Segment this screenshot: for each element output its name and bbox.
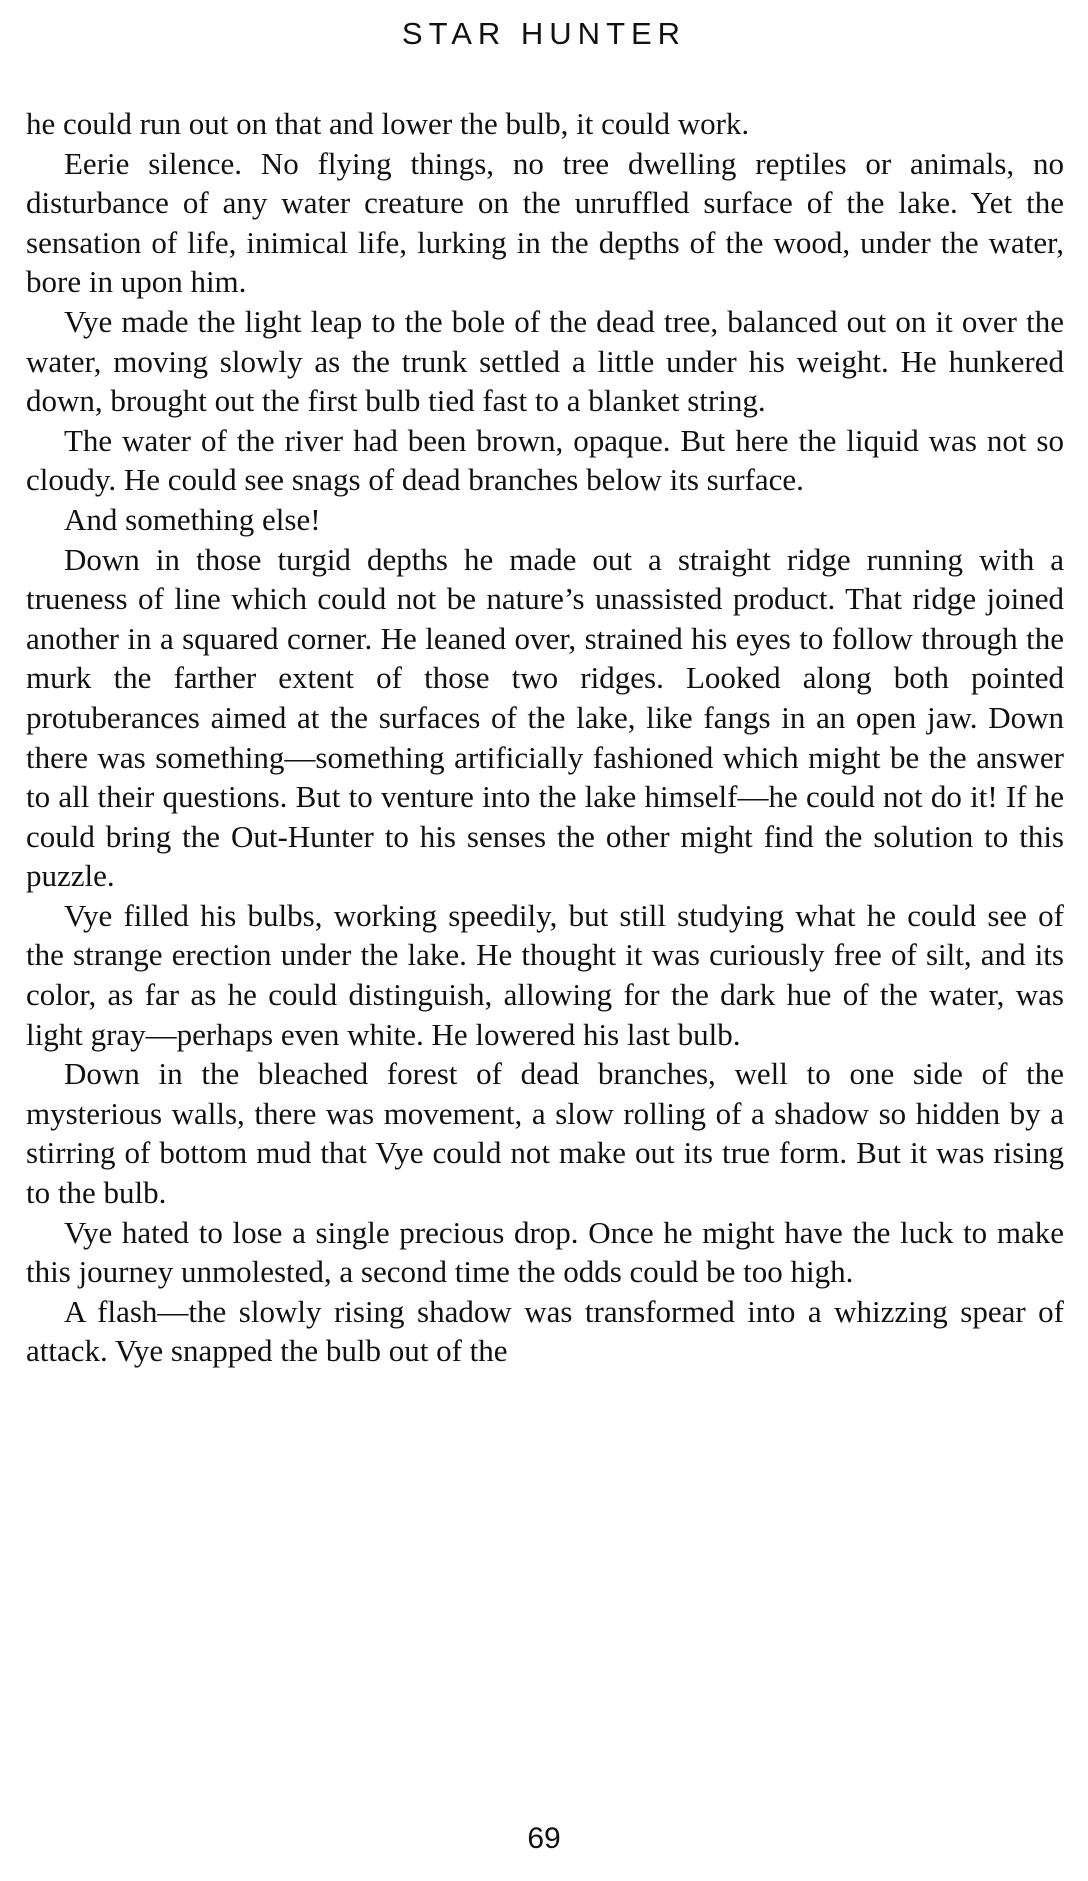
paragraph: Vye hated to lose a single precious drop. Once he might have the luck to make this journey unmolested, a second time the odds could be too high. [26,1214,1064,1290]
paragraph: Vye made the light leap to the bole of the dead tree, balanced out on it over the water, moving slowly as the trunk settled a little under his weight. He hunkered down, brought out the first bulb tied fast to a blanket string. [26,303,1064,419]
paragraph: The water of the river had been brown, opaque. But here the liquid was not so cloudy. He could see snags of dead branches below its surface. [26,422,1064,498]
running-title: STAR HUNTER [401,16,687,51]
paragraph: he could run out on that and lower the bulb, it could work. [26,106,750,141]
paragraph: A flash—the slowly rising shadow was transformed into a whizzing spear of attack. Vye snapped the bulb out of the [26,1293,1064,1369]
paragraph: Down in the bleached forest of dead branches, well to one side of the mysterious walls, there was movement, a slow rolling of a shadow so hidden by a stirring of bottom mud that Vye could not make out its true form. But it was rising to the bulb. [26,1056,1064,1211]
paragraph: Down in those turgid depths he made out a straight ridge running with a trueness of line which could not be nature’s unassisted product. That ridge joined another in a squared corner. He leaned over, strained his eyes to follow through the murk the farther extent of those two ridges. Looked along both pointed protuberances aimed at the surfaces of the lake, like fangs in an open jaw. Down there was something—something artificially fashioned which might be the answer to all their questions. But to venture into the lake himself—he could not do it! If he could bring the Out-Hunter to his senses the other might find the solution to this puzzle. [26,541,1064,894]
paragraph: And something else! [64,501,321,537]
page-number: 69 [527,1822,561,1855]
body-text [26,104,1064,1371]
paragraph: Eerie silence. No flying things, no tree dwelling reptiles or animals, no disturbance of any water creature on the unruffled surface of the lake. Yet the sensation of life, inimical life, lurking in the depths of the wood, under the water, bore in upon him. [26,145,1064,300]
paragraph: Vye filled his bulbs, working speedily, but still studying what he could see of the strange erection under the lake. He thought it was curiously free of silt, and its color, as far as he could distinguish, allowing for the dark hue of the water, was light gray—perhaps even white. He lowered his last bulb. [26,897,1064,1052]
